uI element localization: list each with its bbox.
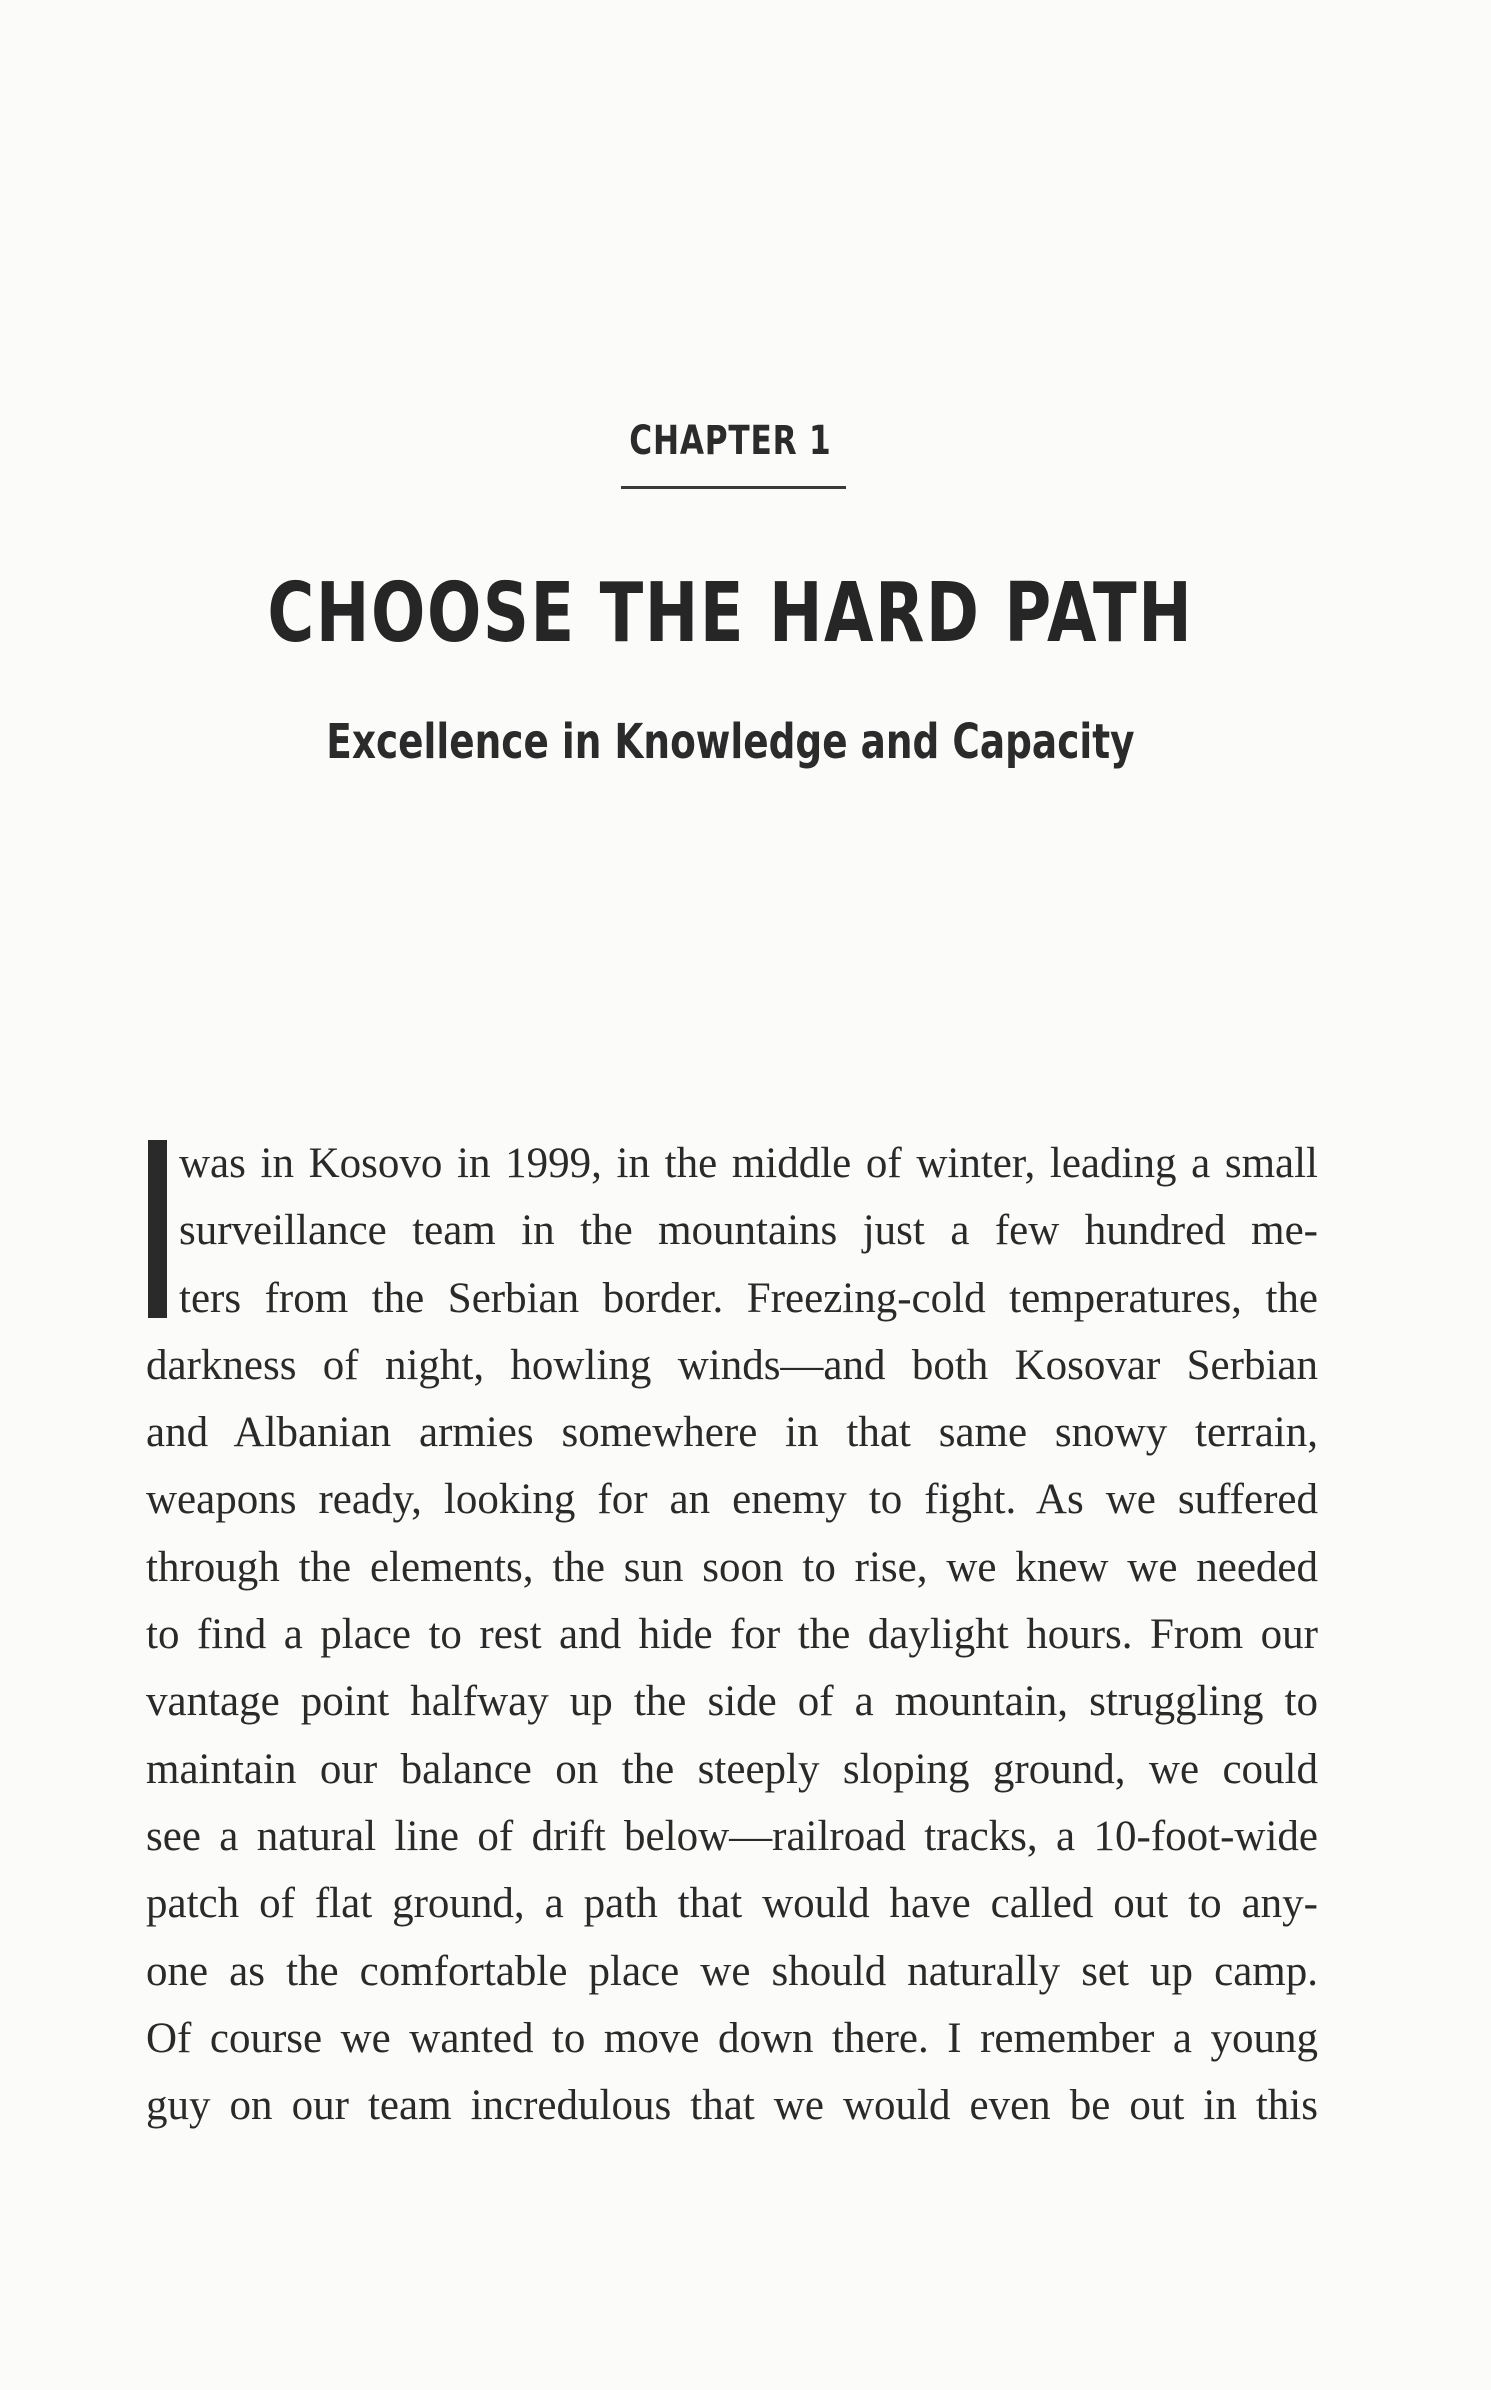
body-paragraph [146,1130,1318,2139]
body-line: to find a place to rest and hide for the daylight hours. From our [146,1611,1318,1659]
body-line: vantage point halfway up the side of a mountain, struggling to [146,1678,1318,1726]
body-line: see a natural line of drift below—railroad tracks, a 10-foot-wide [146,1812,1318,1860]
body-line: ters from the Serbian border. Freezing-cold temperatures, the [179,1274,1318,1322]
chapter-divider-rule [621,486,846,489]
chapter-number: CHAPTER 1 [629,418,832,464]
chapter-title: CHOOSE THE HARD PATH [267,566,1194,661]
body-line: Of course we wanted to move down there. I remember a young [146,2014,1318,2062]
body-line: one as the comfortable place we should naturally set up camp. [146,1947,1318,1995]
body-line: was in Kosovo in 1999, in the middle of winter, leading a small [179,1140,1318,1187]
body-line: guy on our team incredulous that we would even be out in this [146,2082,1318,2130]
body-line: maintain our balance on the steeply sloping ground, we could [146,1745,1318,1793]
body-line: through the elements, the sun soon to rise, we knew we needed [146,1543,1318,1591]
body-line: and Albanian armies somewhere in that same snowy terrain, [146,1409,1318,1457]
chapter-subtitle: Excellence in Knowledge and Capacity [326,714,1135,770]
body-line: weapons ready, looking for an enemy to fight. As we suffered [146,1476,1318,1524]
body-line: patch of flat ground, a path that would have called out to any- [146,1880,1318,1928]
body-line: surveillance team in the mountains just a few hundred me- [179,1207,1318,1255]
body-line: darkness of night, howling winds—and both Kosovar Serbian [146,1341,1318,1389]
